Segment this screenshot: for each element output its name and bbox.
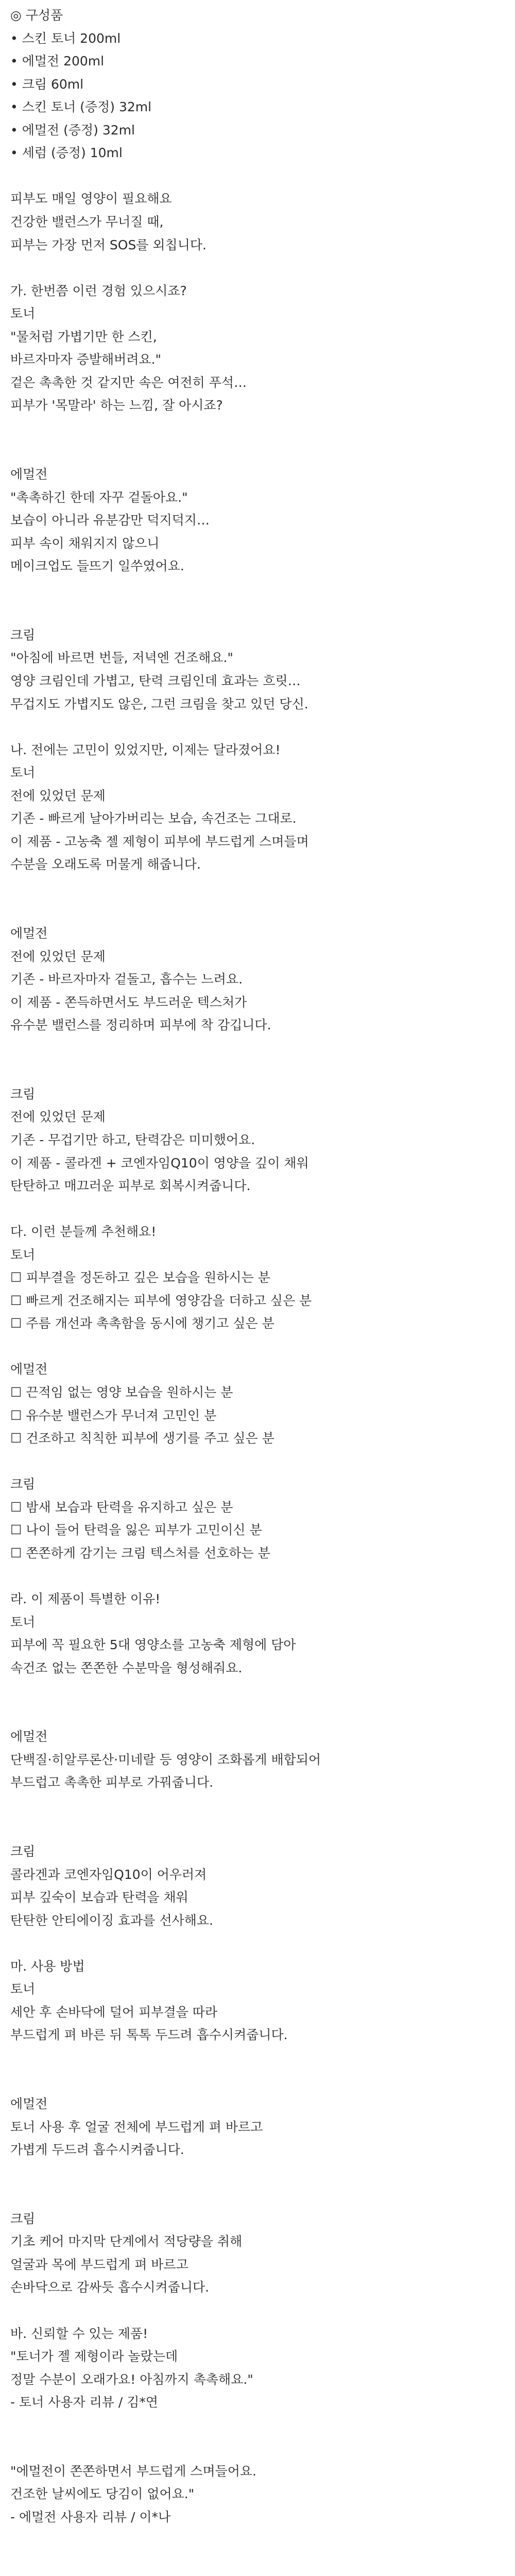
text-line: 전에 있었던 문제: [10, 788, 106, 803]
text-line: ☐ 끈적임 없는 영양 보습을 원하시는 분: [10, 1385, 233, 1400]
blank-line: [10, 2162, 505, 2184]
text-line: 건조한 날씨에도 당김이 없어요.": [10, 2486, 195, 2502]
text-line: "물처럼 가볍기만 한 스킨,: [10, 329, 157, 344]
text-line: "토너가 젤 제형이라 놀랐는데: [10, 2349, 178, 2364]
text-line: ◎ 구성품: [10, 8, 63, 23]
text-line: 무겁지도 가볍지도 않은, 그런 크림을 찾고 있던 당신.: [10, 696, 308, 711]
text-line: 건강한 밸런스가 무너질 때,: [10, 214, 164, 229]
text-line: 가. 한번쯤 이런 경험 있으시죠?: [10, 283, 187, 298]
text-line: • 에멀전 (증정) 32ml: [10, 122, 135, 138]
blank-line: [10, 2552, 505, 2574]
text-line: 부드럽게 펴 바른 뒤 톡톡 두드려 흡수시켜줍니다.: [10, 2027, 288, 2043]
text-line: 피부가 '목말라' 하는 느낌, 잘 아시죠?: [10, 398, 223, 413]
blank-line: [10, 899, 505, 922]
text-line: 유수분 밸런스를 정리하며 피부에 착 감깁니다.: [10, 1018, 271, 1033]
text-line: 영양 크림인데 가볍고, 탄력 크림인데 효과는 흐릿…: [10, 673, 301, 688]
text-line: 피부 깊숙이 보습과 탄력을 채워: [10, 1890, 188, 1905]
text-line: 토너: [10, 1247, 36, 1262]
text-line: 이 제품 - 쫀득하면서도 부드러운 텍스처가: [10, 994, 247, 1010]
blank-line: [10, 876, 505, 899]
blank-line: [10, 417, 505, 440]
text-line: 세안 후 손바닥에 덜어 피부결을 따라: [10, 2004, 217, 2020]
text-line: 가볍게 두드려 흡수시켜줍니다.: [10, 2142, 184, 2158]
text-line: 마. 사용 방법: [10, 1958, 85, 1974]
blank-line: [10, 2184, 505, 2207]
text-line: ☐ 주름 개선과 촉촉함을 동시에 챙기고 싶은 분: [10, 1316, 274, 1331]
blank-line: [10, 1794, 505, 1817]
text-line: 얼굴과 목에 부드럽게 펴 바르고: [10, 2257, 188, 2272]
text-line: 크림: [10, 2211, 36, 2226]
text-line: 수분을 오래도록 머물게 해줍니다.: [10, 857, 201, 872]
text-line: 손바닥으로 감싸듯 흡수시켜줍니다.: [10, 2280, 210, 2295]
text-line: 콜라겐과 코엔자임Q10이 어우러져: [10, 1867, 207, 1882]
blank-line: [10, 1335, 505, 1358]
text-line: 전에 있었던 문제: [10, 1109, 106, 1125]
text-line: ☐ 유수분 밸런스가 무너져 고민인 분: [10, 1408, 217, 1423]
text-line: • 크림 60ml: [10, 76, 84, 92]
blank-line: [10, 2529, 505, 2552]
blank-line: [10, 2414, 505, 2437]
blank-line: [10, 716, 505, 738]
text-line: 크림: [10, 1844, 36, 1859]
text-line: 에멀전: [10, 1729, 48, 1744]
text-line: 탄탄한 안티에이징 효과를 선사해요.: [10, 1912, 214, 1928]
text-line: 이 제품 - 콜라겐 + 코엔자임Q10이 영양을 깊이 채워: [10, 1155, 309, 1171]
text-line: 기존 - 바르자마자 겉돌고, 흡수는 느려요.: [10, 972, 243, 987]
blank-line: [10, 165, 505, 188]
text-line: 에멀전: [10, 467, 48, 482]
text-line: 라. 이 제품이 특별한 이유!: [10, 1591, 161, 1606]
text-line: 에멀전: [10, 926, 48, 941]
blank-line: [10, 2299, 505, 2322]
text-line: "아침에 바르면 번들, 저녁엔 건조해요.": [10, 650, 233, 666]
text-line: - 토너 사용자 리뷰 / 김*연: [10, 2395, 159, 2410]
blank-line: [10, 2070, 505, 2093]
text-line: 토너: [10, 306, 36, 321]
text-line: 에멀전: [10, 2096, 48, 2111]
text-line: 부드럽고 촉촉한 피부로 가꿔줍니다.: [10, 1775, 214, 1790]
text-line: 에멀전: [10, 1362, 48, 1377]
text-line: 피부는 가장 먼저 SOS를 외칩니다.: [10, 237, 207, 252]
text-line: 크림: [10, 1086, 36, 1101]
blank-line: [10, 257, 505, 279]
text-line: 토너: [10, 1614, 36, 1630]
text-line: 크림: [10, 627, 36, 642]
blank-line: [10, 1037, 505, 1060]
text-line: • 세럼 (증정) 10ml: [10, 145, 123, 161]
blank-line: [10, 1817, 505, 1840]
blank-line: [10, 2047, 505, 2070]
text-line: 나. 전에는 고민이 있었지만, 이제는 달라졌어요!: [10, 742, 281, 757]
text-line: 기초 케어 마지막 단계에서 적당량을 취해: [10, 2234, 243, 2249]
text-line: 단백질·히알루론산·미네랄 등 영양이 조화롭게 배합되어: [10, 1752, 321, 1767]
text-line: 보습이 아니라 유분감만 덕지덕지…: [10, 513, 210, 528]
blank-line: [10, 1680, 505, 1702]
blank-line: [10, 1198, 505, 1221]
text-line: "촉촉하긴 한데 자꾸 겉돌아요.": [10, 489, 188, 505]
text-line: 크림: [10, 1477, 36, 1492]
text-line: 토너: [10, 765, 36, 781]
blank-line: [10, 578, 505, 601]
text-line: 다. 이런 분들께 추천해요!: [10, 1224, 157, 1240]
text-line: ☐ 빠르게 건조해지는 피부에 영양감을 더하고 싶은 분: [10, 1293, 312, 1308]
text-line: 탄탄하고 매끄러운 피부로 회복시켜줍니다.: [10, 1178, 251, 1193]
text-line: ☐ 밤새 보습과 탄력을 유지하고 싶은 분: [10, 1499, 233, 1515]
text-line: 메이크업도 들뜨기 일쑤였어요.: [10, 558, 184, 574]
text-line: 이 제품 - 고농축 젤 제형이 피부에 부드럽게 스며들며: [10, 834, 309, 849]
blank-line: [10, 2437, 505, 2460]
text-line: ☐ 건조하고 칙칙한 피부에 생기를 주고 싶은 분: [10, 1431, 274, 1446]
blank-line: [10, 1565, 505, 1587]
text-line: 피부도 매일 영양이 필요해요: [10, 191, 172, 207]
text-line: • 스킨 토너 (증정) 32ml: [10, 99, 152, 115]
blank-line: [10, 440, 505, 463]
text-line: ☐ 쫀쫀하게 감기는 크림 텍스처를 선호하는 분: [10, 1545, 270, 1561]
text-line: 토너: [10, 1981, 36, 1997]
text-line: ☐ 나이 들어 탄력을 잃은 피부가 고민이신 분: [10, 1522, 262, 1538]
text-line: ☐ 피부결을 정돈하고 깊은 보습을 원하시는 분: [10, 1270, 270, 1285]
text-line: - 에멀전 사용자 리뷰 / 이*나: [10, 2509, 171, 2524]
text-line: 전에 있었던 문제: [10, 948, 106, 964]
blank-line: [10, 1450, 505, 1473]
text-line: 기존 - 무겁기만 하고, 탄력감은 미미했어요.: [10, 1132, 255, 1147]
blank-line: [10, 1060, 505, 1082]
text-line: 바. 신뢰할 수 있는 제품!: [10, 2326, 148, 2341]
text-line: 기존 - 빠르게 날아가버리는 보습, 속건조는 그대로.: [10, 811, 297, 826]
text-line: 토너 사용 후 얼굴 전체에 부드럽게 펴 바르고: [10, 2119, 263, 2134]
text-line: • 스킨 토너 200ml: [10, 30, 121, 46]
text-line: • 에멀전 200ml: [10, 54, 105, 69]
text-line: 바르자마자 증발해버려요.": [10, 352, 162, 367]
text-line: 피부에 꼭 필요한 5대 영양소를 고농축 제형에 담아: [10, 1637, 296, 1652]
text-line: 피부 속이 채워지지 않으니: [10, 535, 160, 551]
text-line: "에멀전이 쫀쫀하면서 부드럽게 스며들어요.: [10, 2463, 256, 2479]
text-line: 정말 수분이 오래가요! 아침까지 촉촉해요.": [10, 2371, 253, 2387]
blank-line: [10, 601, 505, 623]
blank-line: [10, 1932, 505, 1955]
text-line: 겉은 촉촉한 것 같지만 속은 여전히 푸석…: [10, 375, 247, 390]
text-line: 속건조 없는 쫀쫀한 수분막을 형성해줘요.: [10, 1660, 243, 1675]
blank-line: [10, 1703, 505, 1725]
